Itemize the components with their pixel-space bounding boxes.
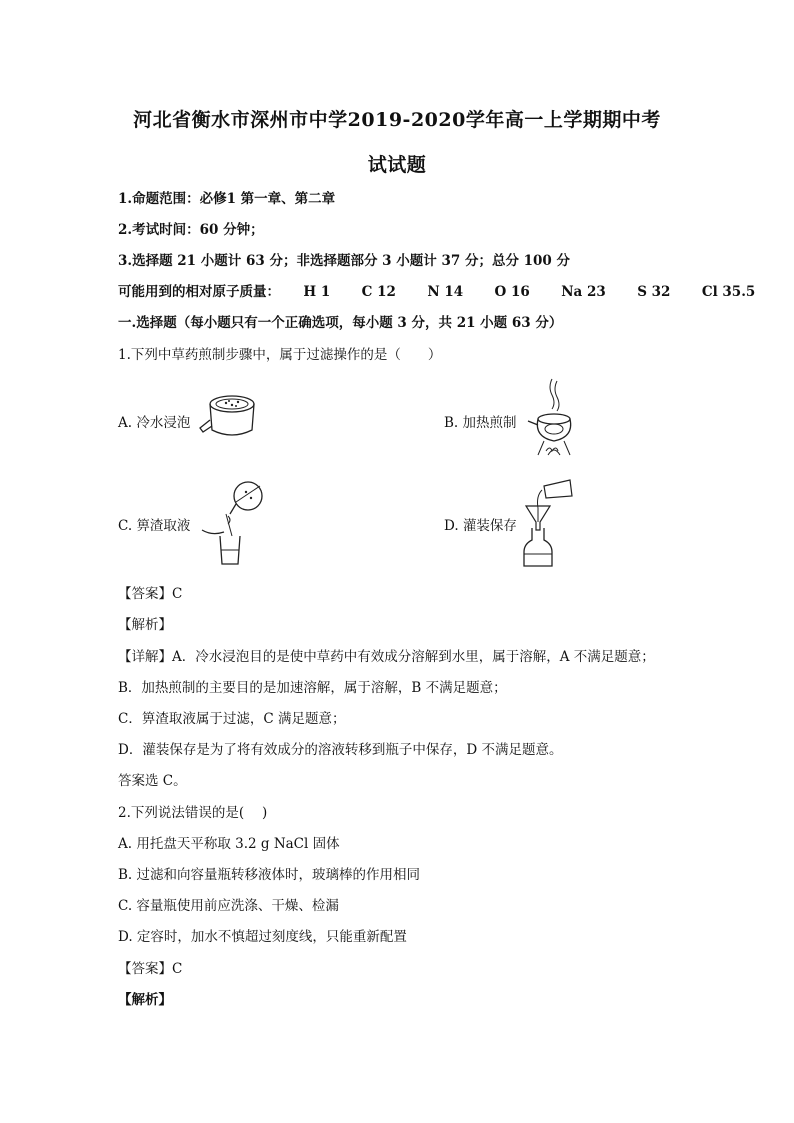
q1-detail-3: C．箅渣取液属于过滤，C 满足题意；	[118, 711, 346, 727]
atomic-mass-item: H 1	[303, 284, 331, 300]
q2-analysis-label: 【解析】	[118, 992, 172, 1008]
q1-detail-5: 答案选 C。	[118, 773, 187, 789]
soaking-pot-figure	[198, 390, 264, 446]
q1-option-c-text: 箅渣取液	[136, 518, 191, 534]
filtering-figure	[198, 478, 270, 570]
atomic-mass-item: Cl 35.5	[701, 284, 756, 300]
q1-detail-1: 【详解】A．冷水浸泡目的是使中草药中有效成分溶解到水里，属于溶解，A 不满足题意；	[118, 649, 655, 665]
decoction-pot-figure	[524, 375, 580, 461]
q1-option-b	[444, 411, 517, 431]
doc-title-line1: 河北省衡水市深州市中学2019-2020学年高一上学期期中考	[133, 109, 661, 131]
q1-option-d	[444, 514, 517, 534]
q1-option-a-text: 冷水浸泡	[136, 415, 191, 431]
note-3: 3.选择题 21 小题计 63 分；非选择题部分 3 小题计 37 分；总分 100 分	[118, 253, 571, 269]
q1-analysis-label: 【解析】	[118, 617, 172, 633]
note-2: 2.考试时间：60 分钟；	[118, 222, 264, 238]
section-heading: 一.选择题（每小题只有一个正确选项，每小题 3 分，共 21 小题 63 分）	[118, 315, 563, 331]
q1-stem: 1.下列中草药煎制步骤中，属于过滤操作的是（ ）	[118, 347, 442, 363]
atomic-mass-line	[118, 280, 755, 300]
atomic-mass-item: C 12	[361, 284, 396, 300]
q1-detail-4: D．灌装保存是为了将有效成分的溶液转移到瓶子中保存，D 不满足题意。	[118, 742, 563, 758]
q1-option-c	[118, 514, 190, 534]
q1-option-a-letter: A.	[118, 415, 133, 431]
atomic-mass-item: Na 23	[561, 284, 606, 300]
atomic-mass-item: N 14	[427, 284, 464, 300]
q1-option-b-letter: B.	[444, 415, 459, 431]
q2-option-a: A. 用托盘天平称取 3.2 g NaCl 固体	[118, 836, 340, 852]
q1-answer: 【答案】C	[118, 586, 183, 602]
q1-detail-2: B．加热煎制的主要目的是加速溶解，属于溶解，B 不满足题意；	[118, 680, 507, 696]
note-1: 1.命题范围：必修1 第一章、第二章	[118, 191, 336, 207]
q1-option-c-letter: C.	[118, 518, 133, 534]
q1-option-b-text: 加热煎制	[462, 415, 517, 431]
q2-option-c: C. 容量瓶使用前应洗涤、干燥、检漏	[118, 898, 339, 914]
q2-option-d: D. 定容时，加水不慎超过刻度线，只能重新配置	[118, 929, 407, 945]
q1-option-a	[118, 411, 190, 431]
atomic-mass-label: 可能用到的相对原子质量：	[118, 284, 280, 300]
q2-stem: 2.下列说法错误的是( )	[118, 805, 268, 821]
atomic-mass-item: S 32	[637, 284, 671, 300]
doc-title-line2: 试试题	[367, 154, 427, 176]
q2-option-b: B. 过滤和向容量瓶转移液体时，玻璃棒的作用相同	[118, 867, 421, 883]
atomic-mass-item: O 16	[494, 284, 530, 300]
q1-option-d-text: 灌装保存	[462, 518, 517, 534]
q1-option-d-letter: D.	[444, 518, 459, 534]
q2-answer: 【答案】C	[118, 961, 183, 977]
bottling-figure	[518, 478, 576, 568]
